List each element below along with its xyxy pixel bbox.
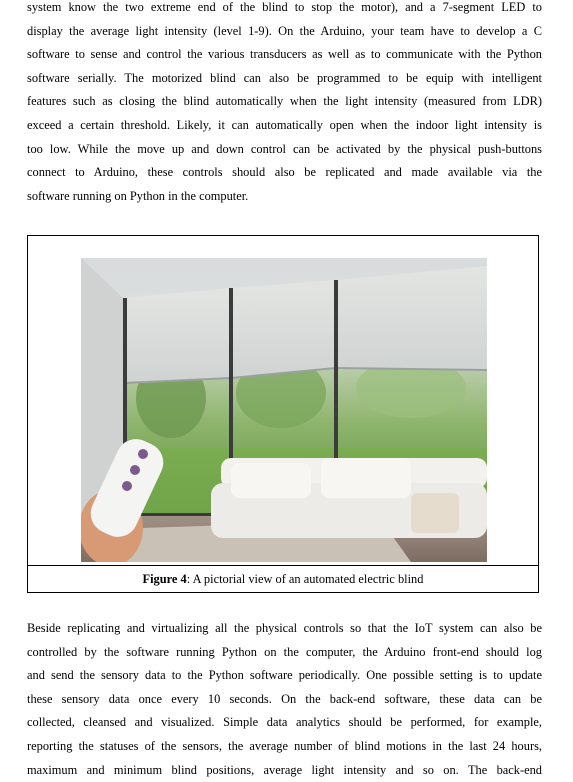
text-line: reporting the statuses of the sensors, the average number of blind motions in the last 24 hours, (27, 738, 542, 753)
blind-photo (81, 258, 487, 562)
text-line: Beside replicating and virtualizing all the physical controls so that the IoT system can also be (27, 621, 542, 635)
text-line: software running on Python in the computer. (27, 188, 249, 203)
text-line: these sensory data once every 10 seconds. On the back-end software, these data can be (27, 691, 542, 706)
text-line: too low. While the move up and down control can be activated by the physical push-buttons (27, 141, 542, 156)
text-line: software serially. The motorized blind can also be programmed to be equip with intelligent (27, 70, 542, 85)
figure-caption-text: : A pictorial view of an automated electric blind (186, 572, 424, 586)
text-line: features such as closing the blind automatically when the light intensity (measured from LDR) (27, 94, 542, 109)
text-line: collected, cleansed and visualized. Simple data analytics should be performed, for example, (27, 715, 542, 730)
text-line: system know the two extreme end of the blind to stop the motor), and a 7-segment LED to (27, 0, 542, 14)
figure-caption (28, 565, 538, 593)
text-line: maximum and minimum blind positions, average light intensity and so on. The back-end (27, 762, 542, 777)
paragraph-top (27, 0, 542, 208)
text-line: connect to Arduino, these controls should also be replicated and made available via the (27, 165, 542, 180)
figure-frame (27, 235, 539, 593)
paragraph-bottom (27, 617, 542, 782)
figure-label: Figure 4 (142, 572, 187, 586)
text-line: and send the sensory data to the Python software periodically. One possible setting is to update (27, 668, 542, 683)
text-line: software to sense and control the various transducers as well as to communicate with the Python (27, 47, 542, 62)
text-line: exceed a certain threshold. Likely, it can automatically open when the indoor light intensity is (27, 117, 542, 132)
text-line: display the average light intensity (level 1-9). On the Arduino, your team have to develop a C (27, 23, 542, 38)
text-line: controlled by the software running Python on the computer, the Arduino front-end should log (27, 644, 542, 659)
